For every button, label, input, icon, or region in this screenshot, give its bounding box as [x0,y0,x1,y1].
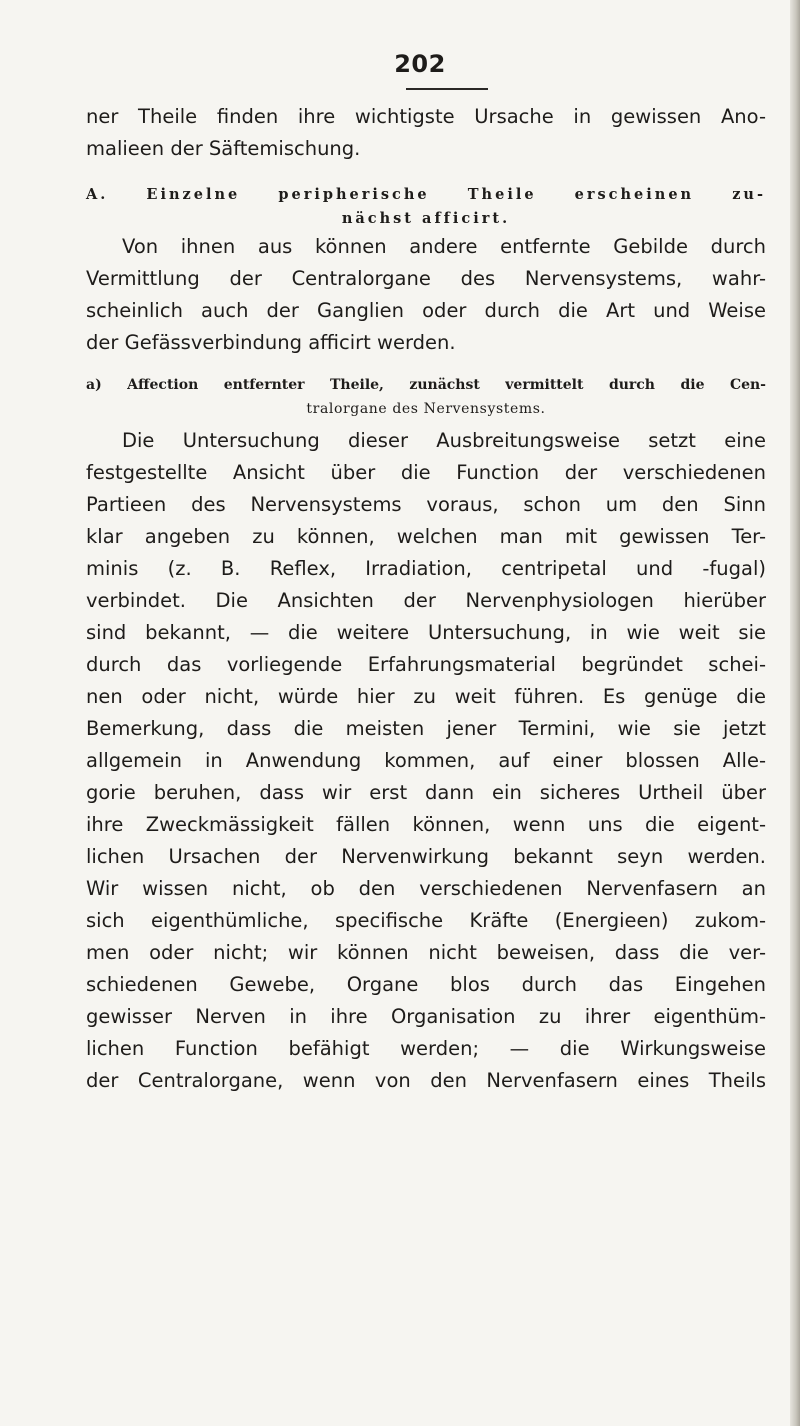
text-line: schiedenen Gewebe, Organe blos durch das Eingehen [86,973,766,996]
text-line: ihre Zweckmässigkeit fällen können, wenn uns die eigent- [86,813,766,836]
subsection-a-paragraph [86,425,766,1097]
text-line: allgemein in Anwendung kommen, auf einer blossen Alle- [86,749,766,772]
text-line: sind bekannt, — die weitere Untersuchung, in wie weit sie [86,621,766,644]
subsection-a-heading [86,373,766,421]
text-line: festgestellte Ansicht über die Function der verschiedenen [86,461,766,484]
text-line: gewisser Nerven in ihre Organisation zu ihrer eigenthüm- [86,1005,766,1028]
text-line: lichen Ursachen der Nervenwirkung bekannt seyn werden. [86,845,766,868]
text-line: ner Theile finden ihre wichtigste Ursache in gewissen Ano- [86,105,766,128]
text-column [86,101,766,1097]
text-line: durch das vorliegende Erfahrungsmaterial begründet schei- [86,653,766,676]
page-edge-shadow [790,0,800,1426]
text-line: Bemerkung, dass die meisten jener Termini, wie sie jetzt [86,717,766,740]
text-line: Partieen des Nervensystems voraus, schon um den Sinn [86,493,766,516]
intro-paragraph [86,101,766,165]
text-line: nen oder nicht, würde hier zu weit führen. Es genüge die [86,685,766,708]
section-a-paragraph [86,231,766,359]
page-number: 202 [394,50,446,78]
text-line: der Gefässverbindung afficirt werden. [86,331,456,354]
text-line: men oder nicht; wir können nicht beweisen, dass die ver- [86,941,766,964]
subheading-line: tralorgane des Nervensystems. [306,401,546,417]
text-line: lichen Function befähigt werden; — die Wirkungsweise [86,1037,766,1060]
text-line: Wir wissen nicht, ob den verschiedenen Nervenfasern an [86,877,766,900]
text-line: gorie beruhen, dass wir erst dann ein sicheres Urtheil über [86,781,766,804]
text-line: minis (z. B. Reflex, Irradiation, centripetal und -fugal) [86,557,766,580]
text-line: Von ihnen aus können andere entfernte Gebilde durch [122,235,766,258]
text-line: verbindet. Die Ansichten der Nervenphysiologen hierüber [86,589,766,612]
text-line: scheinlich auch der Ganglien oder durch die Art und Weise [86,299,766,322]
subheading-line: a) Affection entfernter Theile, zunächst vermittelt durch die Cen- [86,377,766,393]
text-line: klar angeben zu können, welchen man mit gewissen Ter- [86,525,766,548]
text-line: Vermittlung der Centralorgane des Nervensystems, wahr- [86,267,766,290]
page-number-underline [406,88,488,90]
heading-line: nächst afficirt. [341,210,511,227]
text-line: sich eigenthümliche, specifische Kräfte (Energieen) zukom- [86,909,766,932]
text-line: malieen der Säftemischung. [86,137,361,160]
section-a-heading [86,183,766,231]
heading-line: A. Einzelne peripherische Theile erscheinen zu- [86,186,766,203]
text-line: Die Untersuchung dieser Ausbreitungsweise setzt eine [122,429,766,452]
text-line: der Centralorgane, wenn von den Nervenfasern eines Theils [86,1069,766,1092]
